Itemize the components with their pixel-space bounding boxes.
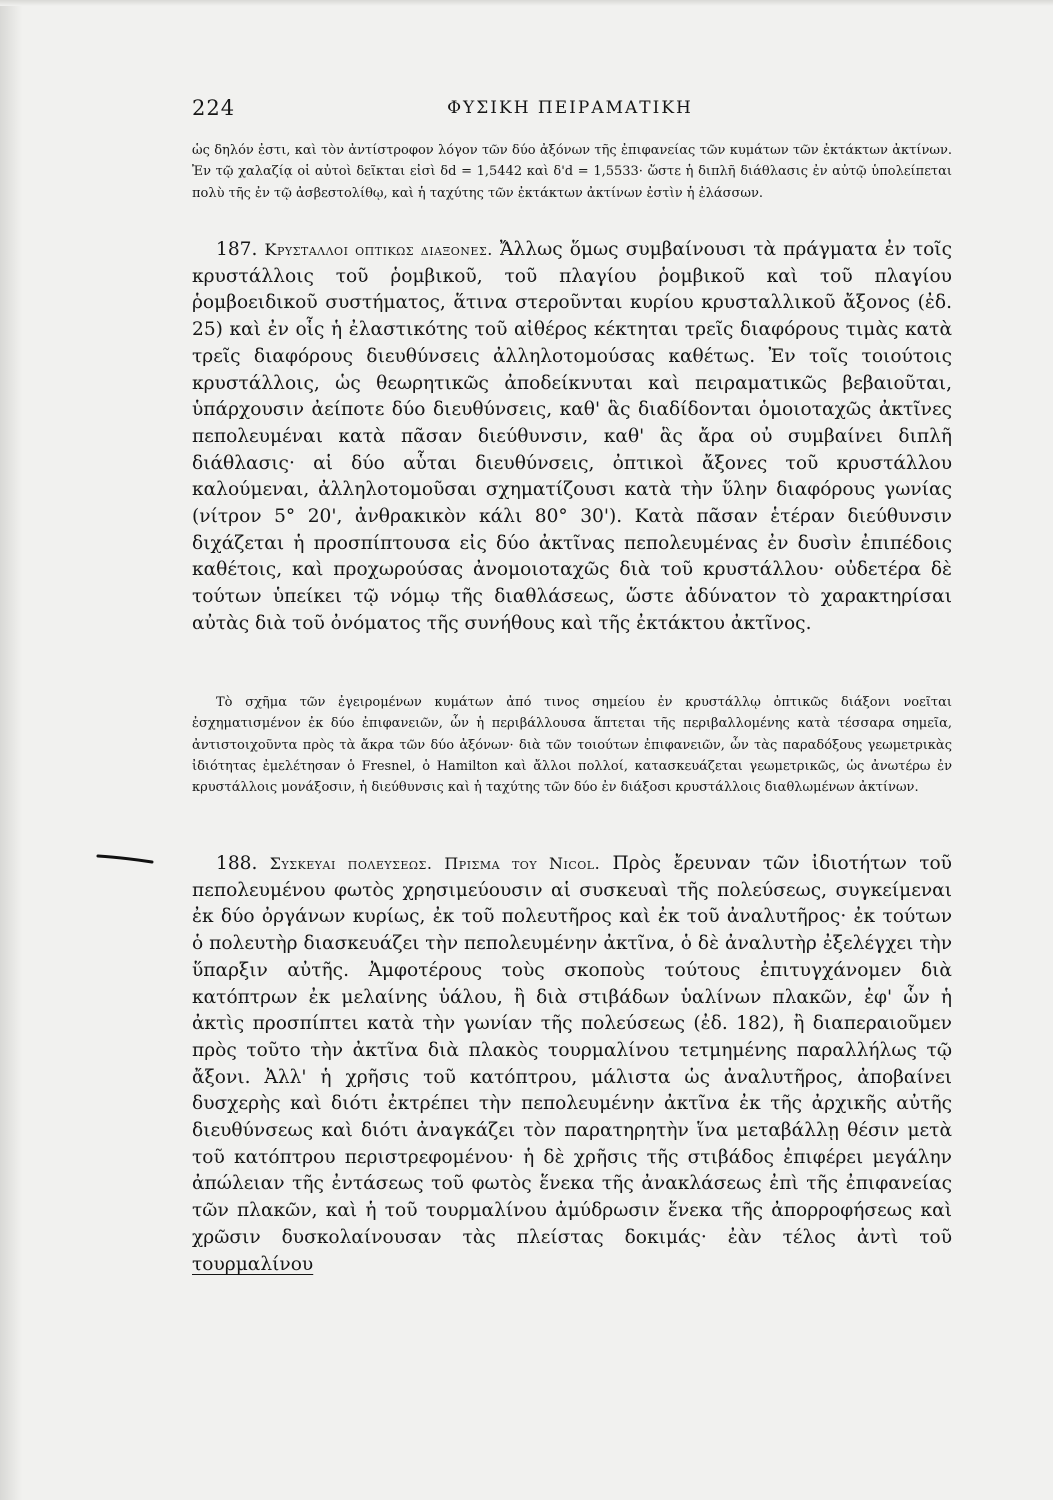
page-edge-shadow <box>0 0 22 1500</box>
section-188-number: 188. <box>216 853 258 874</box>
page-top-edge <box>0 0 1053 6</box>
section-188 <box>192 851 952 1278</box>
section-188-title: Συσκευαι πολευσεως. Πρισμα του Nicol. <box>269 854 601 873</box>
section-187-text: Ἄλλως ὅμως συμβαίνουσι τὰ πράγματα ἐν τοῖς κρυστάλλοις τοῦ ῥομβικοῦ, τοῦ πλαγίου ῥομβικοῦ καὶ τοῦ πλαγίου ῥομβοειδικοῦ συστήματος, ἅτινα στεροῦνται κυρίου κρυσταλλικοῦ ἄξονος (ἐδ. 25) καὶ ἐν οἷς ἡ ἐλαστικότης τοῦ αἰθέρος κέκτηται τρεῖς διαφόρους τιμὰς κατὰ τρεῖς διαφόρους διευθύνσεις ἀλληλοτομούσας καθέτως. Ἐν τοῖς τοιούτοις κρυστάλλοις, ὡς θεωρητικῶς ἀποδείκνυται καὶ πειραματικῶς βεβαιοῦται, ὑπάρχουσιν ἀείποτε δύο διευθύνσεις, καθ' ἃς διαδίδονται ὁμοιοταχῶς ἀκτῖνες πεπολευμέναι κατὰ πᾶσαν διεύθυνσιν, καθ' ἃς ἄρα οὐ συμβαίνει διπλῆ διάθλασις· αἱ δύο αὗται διευθύνσεις, ὀπτικοὶ ἄξονες τοῦ κρυστάλλου καλούμεναι, ἀλληλοτομοῦσαι σχηματίζουσι κατὰ τὴν ὕλην διαφόρους γωνίας (νίτρον 5° 20', ἀνθρακικὸν κάλι 80° 30'). Κατὰ πᾶσαν ἑτέραν διεύθυνσιν διχάζεται ἡ προσπίπτουσα εἰς δύο ἀκτῖνας πεπολευμένας ἐν δυσὶν ἐπιπέδοις καθέτοις, καὶ προχωρούσας ἀνομοιοταχῶς διὰ τοῦ κρυστάλλου· οὐδετέρα δὲ τούτων ὑπείκει τῷ νόμῳ τῆς διαθλάσεως, ὥστε ἀδύνατον τὸ χαρακτηρίσαι αὐτὰς διὰ τοῦ ὀνόματος τῆς συνήθους καὶ τῆς ἐκτάκτου ἀκτῖνος. <box>192 239 952 634</box>
top-note: ὡς δηλόν ἐστι, καὶ τὸν ἀντίστροφον λόγον τῶν δύο ἀξόνων τῆς ἐπιφανείας τῶν κυμάτων τῶν ἐκτάκτων ἀκτίνων. Ἐν τῷ χαλαζίᾳ οἱ αὐτοὶ δεῖκται εἰσὶ δd = 1,5442 καὶ δ'd = 1,5533· ὥστε ἡ διπλῆ διάθλασις ἐν αὐτῷ ὑπολείπεται πολὺ τῆς ἐν τῷ ἀσβεστολίθῳ, καὶ ἡ ταχύτης τῶν ἐκτάκτων ἀκτίνων ἐστὶν ἡ ἐλάσσων. <box>192 143 952 201</box>
margin-pen-mark <box>96 852 154 864</box>
section-187-title: Κρυσταλλοι οπτικως διαξονες. <box>264 240 493 259</box>
running-head <box>192 96 948 126</box>
note-187: Τὸ σχῆμα τῶν ἐγειρομένων κυμάτων ἀπό τινος σημείου ἐν κρυστάλλῳ ὀπτικῶς διάξονι νοεῖται ἐσχηματισμένον ἐκ δύο ἐπιφανειῶν, ὧν ἡ περιβάλλουσα ἅπτεται τῆς περιβαλλομένης κατὰ τέσσαρα σημεῖα, ἀντιστοιχοῦντα πρὸς τὰ ἄκρα τῶν δύο ἀξόνων· διὰ τῶν τοιούτων ἐπιφανειῶν, ὧν τὰς παραδόξους γεωμετρικὰς ἰδιότητας ἐμελέτησαν ὁ Fresnel, ὁ Hamilton καὶ ἄλλοι πολλοί, κατασκευάζεται γεωμετρικῶς, ὡς ἀνωτέρω ἐν κρυστάλλοις μονάξοσιν, ἡ διεύθυνσις καὶ ἡ ταχύτης τῶν δύο ἐν διάξοσι κρυστάλλοις διαθλωμένων ἀκτίνων. <box>192 695 952 796</box>
section-187 <box>192 237 952 638</box>
running-title: ΦΥΣΙΚΗ ΠΕΙΡΑΜΑΤΙΚΗ <box>447 98 693 118</box>
section-187-number: 187. <box>216 239 258 260</box>
section-188-last-word: τουρμαλίνου <box>192 1253 314 1275</box>
section-188-text: Πρὸς ἔρευναν τῶν ἰδιοτήτων τοῦ πεπολευμένου φωτὸς χρησιμεύουσιν αἱ συσκευαὶ τῆς πολεύσεως, συγκείμεναι ἐκ δύο ὀργάνων κυρίως, ἐκ τοῦ πολευτῆρος καὶ ἐκ τοῦ ἀναλυτῆρος· ἐκ τούτων ὁ πολευτὴρ διασκευάζει τὴν πεπολευμένην ἀκτῖνα, ὁ δὲ ἀναλυτὴρ ἐξελέγχει τὴν ὕπαρξιν αὐτῆς. Ἀμφοτέρους τοὺς σκοποὺς τούτους ἐπιτυγχάνομεν διὰ κατόπτρων ἐκ μελαίνης ὑάλου, ἢ διὰ στιβάδων ὑαλίνων πλακῶν, ἐφ' ὧν ἡ ἀκτὶς προσπίπτει κατὰ τὴν γωνίαν τῆς πολεύσεως (ἐδ. 182), ἢ διαπεραιοῦμεν πρὸς τοῦτο τὴν ἀκτῖνα διὰ πλακὸς τουρμαλίνου τετμημένης παραλλήλως τῷ ἄξονι. Ἀλλ' ἡ χρῆσις τοῦ κατόπτρου, μάλιστα ὡς ἀναλυτῆρος, ἀποβαίνει δυσχερὴς καὶ διότι ἐκτρέπει τὴν πεπολευμένην ἀκτῖνα ἐκ τῆς ἀρχικῆς αὐτῆς διευθύνσεως καὶ διότι ἀναγκάζει τὸν παρατηρητὴν ἵνα μεταβάλλῃ θέσιν μετὰ τοῦ κατόπτρου περιστρεφομένου· ἡ δὲ χρῆσις τῆς στιβάδος ἐπιφέρει μεγάλην ἀπώλειαν τῆς ἐντάσεως τοῦ φωτὸς ἕνεκα τῆς ἀνακλάσεως ἐπὶ τῆς ἐπιφανείας τῶν πλακῶν, καὶ ἡ τοῦ τουρμαλίνου ἀμύδρωσιν ἕνεκα τῆς ἀπορροφήσεως καὶ χρῶσιν δυσκολαίνουσαν τὰς πλείστας δοκιμάς· ἐὰν τέλος ἀντὶ τοῦ <box>192 853 952 1248</box>
page-number: 224 <box>192 96 236 120</box>
